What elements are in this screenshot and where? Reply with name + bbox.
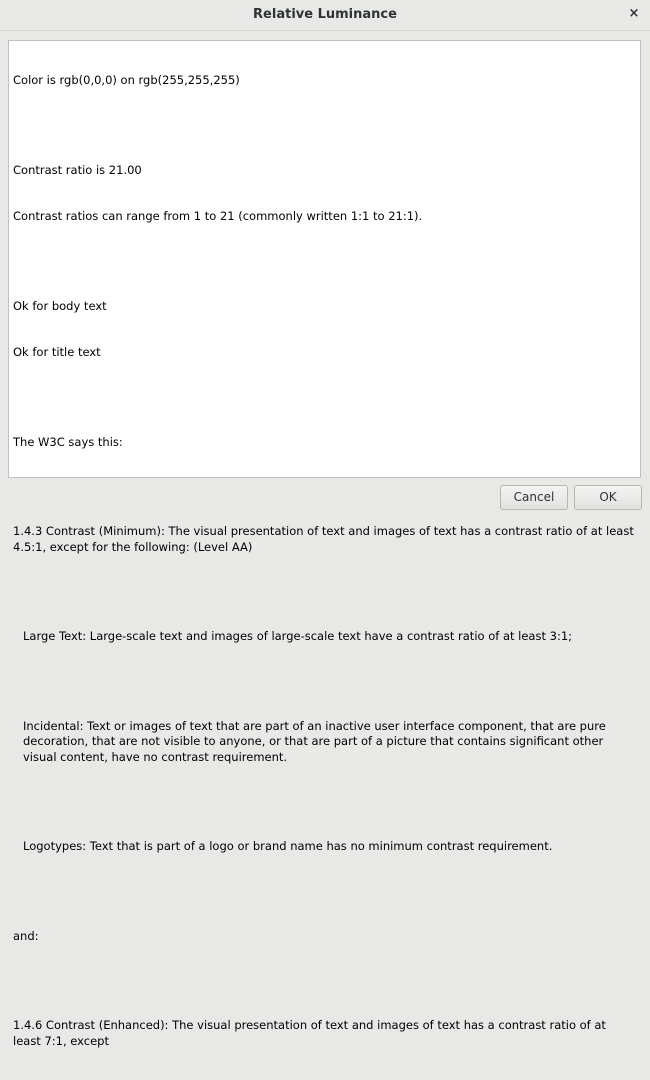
contrast-ratio-line: Contrast ratio is 21.00 <box>13 162 142 177</box>
spacer <box>13 392 636 404</box>
incidental-exception: Incidental: Text or images of text that are part of an inactive user interface component, that are pure decoration, that are not visible to anyone, or that are part of a picture that contains significant other visual content, have no contrast requirement. <box>23 718 610 764</box>
dialog-buttons <box>494 485 642 512</box>
ok-button[interactable]: OK <box>574 485 642 510</box>
spacer <box>13 975 636 987</box>
large-text-exception: Large Text: Large-scale text and images of large-scale text have a contrast ratio of at least 3:1; <box>23 629 573 643</box>
body-text-status: Ok for body text <box>13 298 107 313</box>
cancel-button[interactable]: Cancel <box>500 485 568 510</box>
spacer <box>13 676 636 688</box>
logotypes-exception: Logotypes: Text that is part of a logo or brand name has no minimum contrast requirement. <box>23 839 553 853</box>
report-text <box>9 41 640 1080</box>
spacer <box>13 586 636 598</box>
color-line: Color is rgb(0,0,0) on rgb(255,255,255) <box>13 73 240 87</box>
spacer <box>13 886 636 898</box>
spacer <box>13 256 636 268</box>
title-text-status: Ok for title text <box>13 345 101 359</box>
criterion-1-4-6: 1.4.6 Contrast (Enhanced): The visual presentation of text and images of text has a contrast ratio of at least 7:1, except <box>13 1018 610 1048</box>
dialog-title: Relative Luminance <box>253 7 397 22</box>
spacer <box>13 120 636 132</box>
and-line: and: <box>13 928 39 943</box>
title-bar <box>0 0 650 31</box>
criterion-1-4-3: 1.4.3 Contrast (Minimum): The visual presentation of text and images of text has a contrast ratio of at least 4.5:1, except for the following: (Level AA) <box>13 524 638 554</box>
w3c-intro: The W3C says this: <box>13 434 123 449</box>
spacer <box>13 796 636 808</box>
close-icon[interactable]: × <box>628 6 640 21</box>
range-line: Contrast ratios can range from 1 to 21 (commonly written 1:1 to 21:1). <box>13 209 423 223</box>
